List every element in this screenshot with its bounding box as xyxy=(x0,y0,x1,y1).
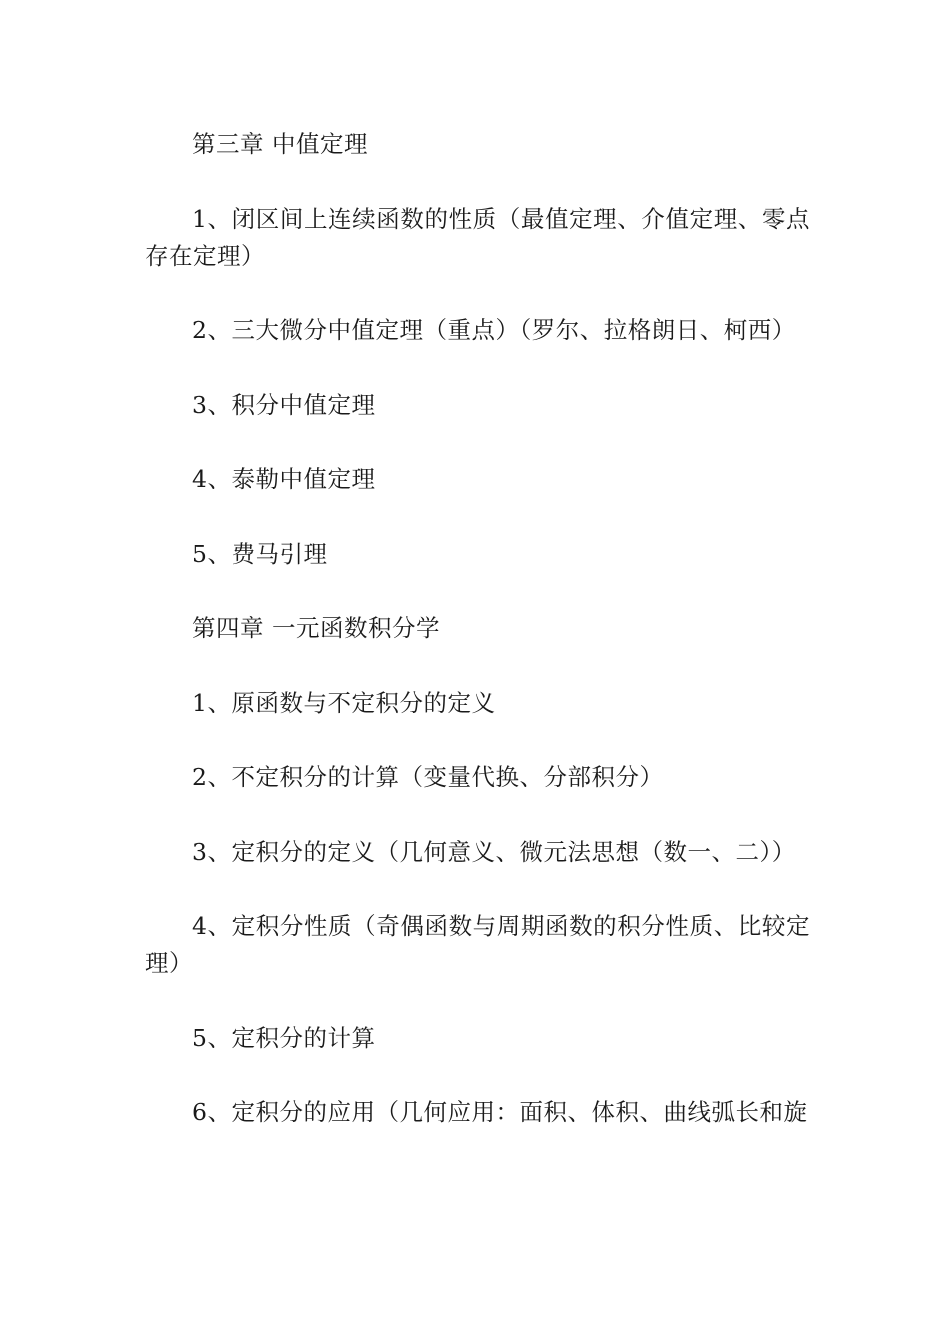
list-item: 1、原函数与不定积分的定义 xyxy=(192,688,496,717)
document-body xyxy=(145,126,810,1169)
list-item: 5、定积分的计算 xyxy=(192,1023,376,1052)
list-item: 6、定积分的应用（几何应用：面积、体积、曲线弧长和旋 xyxy=(192,1098,808,1126)
list-item: 1、闭区间上连续函数的性质（最值定理、介值定理、零点存在定理） xyxy=(145,204,810,270)
chapter-3-heading: 第三章 中值定理 xyxy=(192,130,368,158)
list-item: 5、费马引理 xyxy=(192,539,328,568)
list-item: 2、三大微分中值定理（重点）（罗尔、拉格朗日、柯西） xyxy=(192,316,796,344)
list-item: 2、不定积分的计算（变量代换、分部积分） xyxy=(192,763,664,791)
list-item: 4、定积分性质（奇偶函数与周期函数的积分性质、比较定理） xyxy=(145,912,810,977)
list-item: 3、积分中值定理 xyxy=(192,390,376,419)
chapter-4-heading: 第四章 一元函数积分学 xyxy=(192,614,440,642)
list-item: 3、定积分的定义（几何意义、微元法思想（数一、二）） xyxy=(192,837,796,866)
list-item: 4、泰勒中值定理 xyxy=(192,465,376,493)
